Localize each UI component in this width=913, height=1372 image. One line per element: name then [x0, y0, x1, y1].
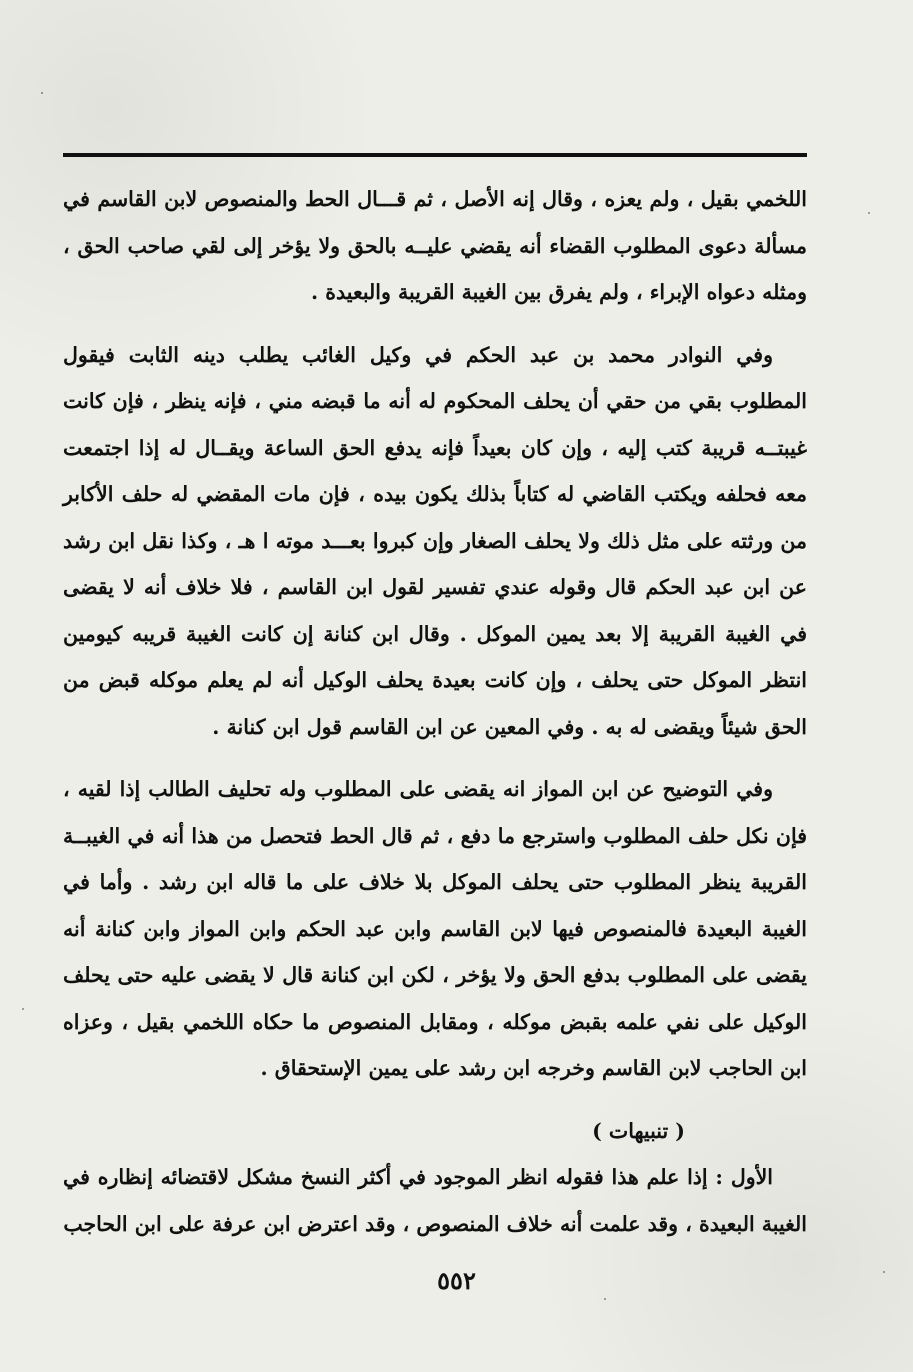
scan-speck	[868, 212, 870, 214]
paragraph-3: وفي التوضيح عن ابن المواز انه يقضى على المطلوب وله تحليف الطالب إذا لقيه ، فإن نكل حلف المطلوب واسترجع ما دفع ، ثم قال الحط فتحصل من هذا أنه في الغيبــة القريبة ينظر المطلوب حتى يحلف الموكل بلا خلاف على ما قاله ابن رشد . وأما في الغيبة البعيدة فالمنصوص فيها لابن القاسم وابن عبد الحكم وابن المواز وابن كنانة أنه يقضى على المطلوب بدفع الحق ولا يؤخر ، لكن ابن كنانة قال لا يقضى عليه حتى يحلف الوكيل على نفي علمه بقبض موكله ، ومقابل المنصوص ما حكاه اللخمي بقيل ، وعزاه ابن الحاجب لابن القاسم وخرجه ابن رشد على يمين الإستحقاق .	[63, 777, 807, 1080]
paragraph-gap	[63, 750, 807, 766]
paragraph-2: وفي النوادر محمد بن عبد الحكم في وكيل الغائب يطلب دينه الثابت فيقول المطلوب بقي من حقي أن يحلف المحكوم له أنه ما قبضه مني ، فإنه ينظر ، فإن كانت غيبتــه قريبة كتب إليه ، وإن كان بعيداً فإنه يدفع الحق الساعة ويقــال له إذا اجتمعت معه فحلفه ويكتب القاضي له كتاباً بذلك يكون بيده ، فإن مات المقضي له حلف الأكابر من ورثته على مثل ذلك ولا يحلف الصغار وإن كبروا بعـــد موته ا هـ ، وكذا نقل ابن رشد عن ابن عبد الحكم قال وقوله عندي تفسير لقول ابن القاسم ، فلا خلاف أنه لا يقضى في الغيبة القريبة إلا بعد يمين الموكل . وقال ابن كنانة إن كانت الغيبة قريبه كيومين انتظر الموكل حتى يحلف ، وإن كانت بعيدة يحلف الوكيل أنه لم يعلم موكله قبض من الحق شيئاً ويقضى له به . وفي المعين عن ابن القاسم قول ابن كنانة .	[63, 342, 807, 739]
paragraph-4: الأول : إذا علم هذا فقوله انظر الموجود في أكثر النسخ مشكل لاقتضائه إنظاره في الغيبة البعيدة ، وقد علمت أنه خلاف المنصوص ، وقد اعترض ابن عرفة على ابن الحاجب	[63, 1165, 807, 1236]
scan-speck	[22, 1008, 24, 1010]
scan-speck	[604, 1298, 606, 1300]
paragraph-gap	[63, 316, 807, 332]
scan-speck	[883, 1271, 885, 1273]
paragraph-1: اللخمي بقيل ، ولم يعزه ، وقال إنه الأصل ، ثم قـــال الحط والمنصوص لابن القاسم في مسألة دعوى المطلوب القضاء أنه يقضي عليــه بالحق ولا يؤخر إلى لقي صاحب الحق ، ومثله دعواه الإبراء ، ولم يفرق بين الغيبة القريبة والبعيدة .	[63, 187, 807, 304]
page-body	[63, 176, 807, 1247]
header-rule	[63, 153, 807, 157]
page-number: ٥٥٢	[437, 1266, 476, 1295]
section-heading: ( تنبيهات )	[592, 1118, 685, 1143]
scan-speck	[41, 92, 43, 94]
paragraph-gap	[63, 1092, 807, 1108]
